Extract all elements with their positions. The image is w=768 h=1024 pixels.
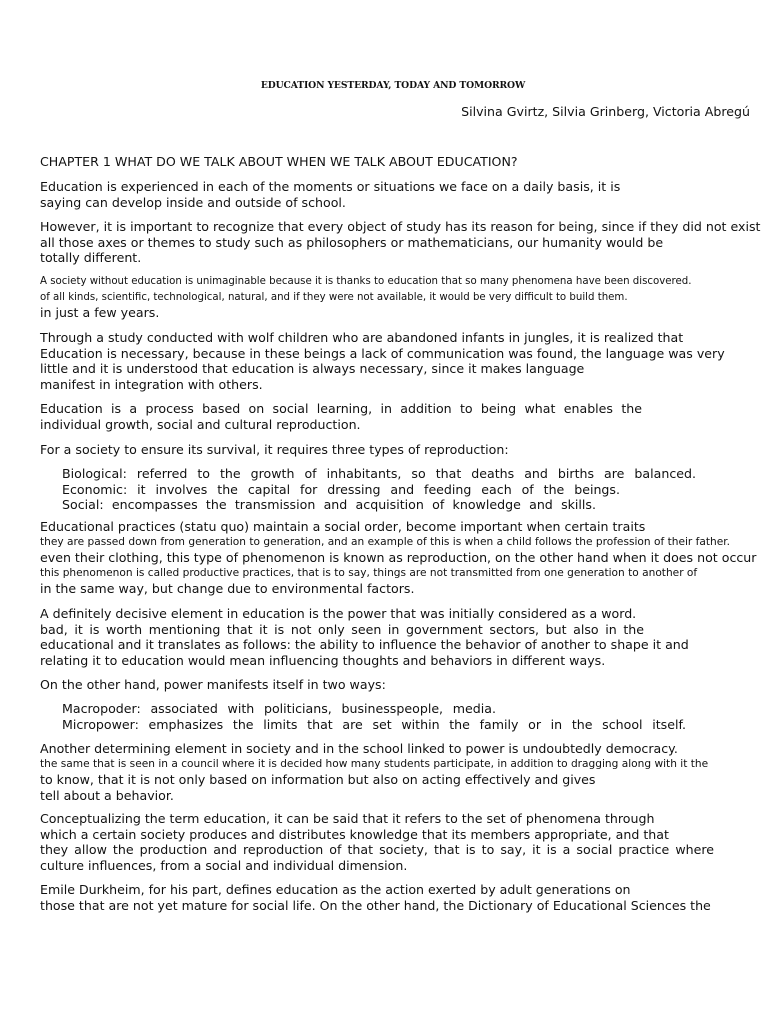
paragraph-line: educational and it translates as follows: the ability to influence the behavior of another to shape it and xyxy=(40,637,689,652)
paragraph-line: to know, that it is not only based on information but also on acting effectively and gives xyxy=(40,772,596,787)
paragraph-1 xyxy=(40,179,620,210)
paragraph-line: A society without education is unimaginable because it is thanks to education that so many phenomena have been discovered. xyxy=(40,276,692,287)
paragraph-line: in the same way, but change due to environmental factors. xyxy=(40,581,415,596)
paragraph-line: all those axes or themes to study such as philosophers or mathematicians, our humanity would be xyxy=(40,234,664,250)
paragraph-line: Education is a process based on social learning, in addition to being what enables the xyxy=(40,401,642,416)
paragraph-10 xyxy=(40,741,708,803)
paragraph-line: bad, it is worth mentioning that it is not only seen in government sectors, but also in the xyxy=(40,621,644,637)
paragraph-line: However, it is important to recognize that every object of study has its reason for being, since if they did not exist xyxy=(40,219,761,234)
paragraph-12 xyxy=(40,882,711,913)
paragraph-line: Education is necessary, because in these beings a lack of communication was found, the language was very xyxy=(40,345,725,361)
paragraph-6 xyxy=(40,442,509,458)
paragraph-9 xyxy=(40,677,386,693)
paragraph-line: Educational practices (statu quo) maintain a social order, become important when certain traits xyxy=(40,519,646,534)
document-title: EDUCATION YESTERDAY, TODAY AND TOMORROW xyxy=(260,80,526,91)
power-types-list xyxy=(62,701,686,732)
list-item: Social: encompasses the transmission and acquisition of knowledge and skills. xyxy=(62,497,596,512)
paragraph-line: A definitely decisive element in education is the power that was initially considered as a word. xyxy=(40,606,637,621)
paragraph-line: those that are not yet mature for social life. On the other hand, the Dictionary of Educational Sciences the xyxy=(40,897,711,913)
paragraph-line: tell about a behavior. xyxy=(40,787,174,803)
paragraph-line: this phenomenon is called productive practices, that is to say, things are not transmitted from one generation to another of xyxy=(40,566,698,579)
paragraph-8 xyxy=(40,606,689,668)
chapter-heading-block xyxy=(40,154,518,170)
paragraph-line: totally different. xyxy=(40,250,142,265)
list-item: Economic: it involves the capital for dressing and feeding each of the beings. xyxy=(62,481,620,497)
paragraph-line: individual growth, social and cultural reproduction. xyxy=(40,416,361,432)
paragraph-line: relating it to education would mean influencing thoughts and behaviors in different ways. xyxy=(40,652,606,668)
paragraph-line: manifest in integration with others. xyxy=(40,376,263,392)
paragraph-line: Education is experienced in each of the moments or situations we face on a daily basis, it is xyxy=(40,179,621,194)
paragraph-line: saying can develop inside and outside of school. xyxy=(40,194,346,210)
paragraph-11 xyxy=(40,811,714,873)
paragraph-line: they are passed down from generation to generation, and an example of this is when a child follows the profession of their father. xyxy=(40,535,730,548)
paragraph-line: the same that is seen in a council where it is decided how many students participate, in addition to dragging along with it the xyxy=(40,757,709,770)
paragraph-3 xyxy=(40,274,691,321)
document-authors: Silvina Gvirtz, Silvia Grinberg, Victoria Abregú xyxy=(461,104,750,119)
paragraph-7 xyxy=(40,519,756,597)
chapter-heading: CHAPTER 1 WHAT DO WE TALK ABOUT WHEN WE TALK ABOUT EDUCATION? xyxy=(40,154,518,169)
paragraph-line: Through a study conducted with wolf children who are abandoned infants in jungles, it is realized that xyxy=(40,330,684,345)
paragraph-line: they allow the production and reproduction of that society, that is to say, it is a social practice where xyxy=(40,842,714,857)
paragraph-line: For a society to ensure its survival, it requires three types of reproduction: xyxy=(40,442,509,457)
paragraph-2 xyxy=(40,219,760,266)
paragraph-line: which a certain society produces and distributes knowledge that its members appropriate, and that xyxy=(40,826,669,842)
paragraph-4 xyxy=(40,330,725,392)
paragraph-line: culture influences, from a social and individual dimension. xyxy=(40,857,408,873)
list-item: Macropoder: associated with politicians, businesspeople, media. xyxy=(62,701,496,716)
paragraph-line: of all kinds, scientific, technological, natural, and if they were not available, it would be very difficult to build them. xyxy=(40,291,628,303)
reproduction-types-list xyxy=(62,466,696,513)
paragraph-line: even their clothing, this type of phenomenon is known as reproduction, on the other hand when it does not occur xyxy=(40,550,757,565)
list-item: Biological: referred to the growth of inhabitants, so that deaths and births are balanced. xyxy=(62,466,696,481)
paragraph-line: in just a few years. xyxy=(40,305,160,320)
paragraph-line: Another determining element in society and in the school linked to power is undoubtedly democracy. xyxy=(40,741,678,756)
paragraph-line: little and it is understood that education is always necessary, since it makes language xyxy=(40,361,585,376)
paragraph-line: Emile Durkheim, for his part, defines education as the action exerted by adult generations on xyxy=(40,882,631,897)
paragraph-line: Conceptualizing the term education, it can be said that it refers to the set of phenomena through xyxy=(40,811,655,826)
paragraph-5 xyxy=(40,401,642,432)
paragraph-line: On the other hand, power manifests itself in two ways: xyxy=(40,677,386,692)
list-item: Micropower: emphasizes the limits that are set within the family or in the school itself. xyxy=(62,716,686,732)
